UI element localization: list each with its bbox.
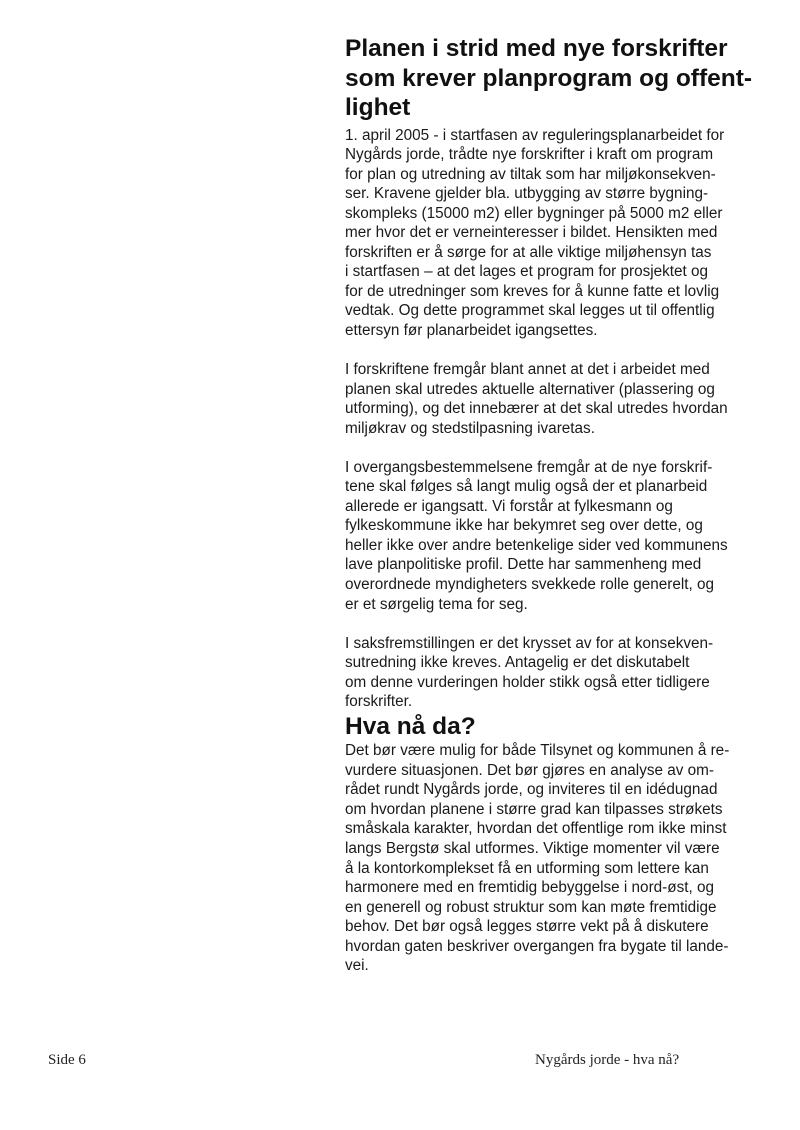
text-line: I overgangsbestemmelsene fremgår at de nye forskrif- [345, 458, 713, 476]
text-line: Det bør være mulig for både Tilsynet og kommunen å re- [345, 742, 730, 760]
text-line: lave planpolitiske profil. Dette har sammenheng med [345, 556, 702, 574]
text-line: Nygårds jorde, trådte nye forskrifter i kraft om program [345, 146, 714, 164]
text-line: fylkeskommune ikke har bekymret seg over dette, og [345, 517, 703, 535]
paragraph-gap [345, 341, 765, 361]
paragraph [345, 741, 765, 976]
text-line: mer hvor det er verneinteresser i bildet. Hensikten med [345, 224, 718, 242]
text-line: om hvordan planene i større grad kan tilpasses strøkets [345, 800, 723, 818]
heading-line: Hva nå da? [345, 712, 476, 740]
text-line: vedtak. Og dette programmet skal legges ut til offentlig [345, 302, 715, 320]
text-line: tene skal følges så langt mulig også der et planarbeid [345, 478, 708, 496]
text-line: ser. Kravene gjelder bla. utbygging av større bygning- [345, 185, 709, 203]
paragraph-gap [345, 438, 765, 458]
section-body-hva-na-da [345, 741, 765, 976]
text-line: 1. april 2005 - i startfasen av reguleringsplanarbeidet for [345, 126, 725, 144]
page-number: Side 6 [48, 1052, 86, 1068]
text-line: harmonere med en fremtidig bebyggelse i nord-øst, og [345, 879, 715, 897]
text-line: for plan og utredning av tiltak som har miljøkonsekven- [345, 165, 716, 183]
text-line: om denne vurderingen holder stikk også etter tidligere [345, 673, 710, 691]
text-line: i startfasen – at det lages et program for prosjektet og [345, 263, 709, 281]
text-line: småskala karakter, hvordan det offentlige rom ikke minst [345, 820, 727, 838]
section-heading-hva-na-da [345, 712, 765, 742]
text-line: planen skal utredes aktuelle alternativer (plassering og [345, 380, 715, 398]
text-line: vei. [345, 957, 369, 975]
text-line: allerede er igangsatt. Vi forstår at fylkesmann og [345, 497, 673, 515]
text-line: I forskriftene fremgår blant annet at det i arbeidet med [345, 361, 710, 379]
text-line: forskrifter. [345, 693, 413, 711]
article-column [345, 34, 765, 976]
text-line: overordnede myndigheters svekkede rolle generelt, og [345, 575, 715, 593]
heading-line: lighet [345, 94, 411, 121]
section-body-forskrifter [345, 126, 765, 712]
text-line: utforming), og det innebærer at det skal utredes hvordan [345, 400, 728, 418]
text-line: sutredning ikke kreves. Antagelig er det diskutabelt [345, 654, 690, 672]
text-line: hvordan gaten beskriver overgangen fra bygate til lande- [345, 937, 729, 955]
paragraph [345, 126, 765, 341]
text-line: I saksfremstillingen er det krysset av for at konsekven- [345, 634, 714, 652]
paragraph [345, 634, 765, 712]
paragraph-gap [345, 614, 765, 634]
text-line: skompleks (15000 m2) eller bygninger på 5000 m2 eller [345, 204, 723, 222]
text-line: å la kontorkomplekset få en utforming som lettere kan [345, 859, 709, 877]
text-line: miljøkrav og stedstilpasning ivaretas. [345, 419, 595, 437]
section-heading-forskrifter [345, 34, 765, 123]
text-line: langs Bergstø skal utformes. Viktige momenter vil være [345, 840, 720, 857]
text-line: er et sørgelig tema for seg. [345, 595, 528, 613]
heading-line: som krever planprogram og offent- [345, 64, 753, 92]
text-line: ettersyn før planarbeidet igangsettes. [345, 321, 598, 339]
paragraph [345, 458, 765, 614]
text-line: forskriften er å sørge for at alle viktige miljøhensyn tas [345, 243, 712, 261]
text-line: vurdere situasjonen. Det bør gjøres en analyse av om- [345, 761, 714, 779]
running-title: Nygårds jorde - hva nå? [535, 1052, 680, 1068]
text-line: rådet rundt Nygårds jorde, og inviteres til en idédugnad [345, 781, 718, 799]
text-line: behov. Det bør også legges større vekt på å diskutere [345, 918, 709, 936]
paragraph [345, 360, 765, 438]
text-line: for de utredninger som kreves for å kunne fatte et lovlig [345, 282, 720, 300]
heading-line: Planen i strid med nye forskrifter [345, 35, 728, 62]
text-line: heller ikke over andre betenkelige sider ved kommunens [345, 536, 728, 554]
text-line: en generell og robust struktur som kan møte fremtidige [345, 898, 717, 916]
